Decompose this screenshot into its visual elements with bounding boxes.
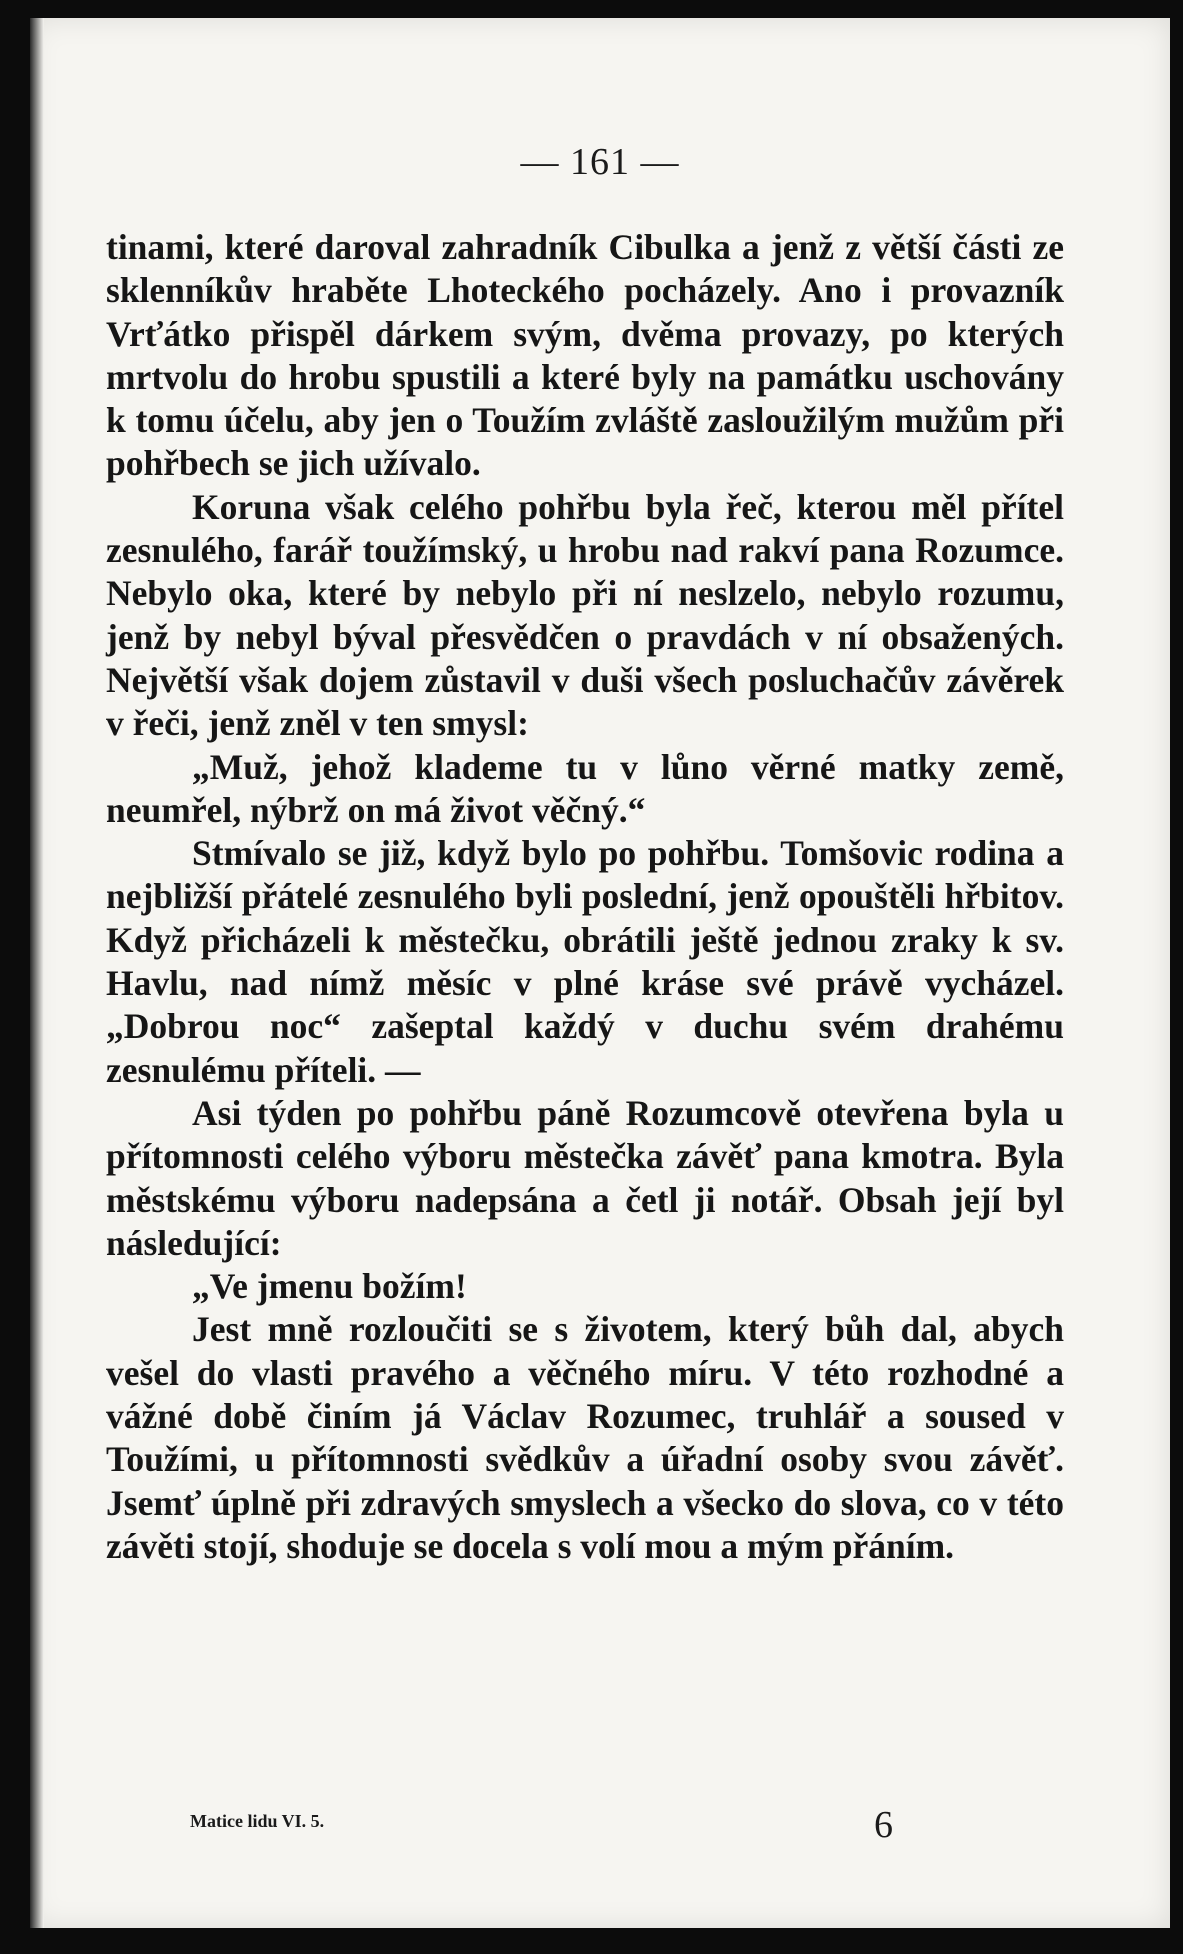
paragraph-7: Jest mně rozloučiti se s životem, který bůh dal, abych vešel do vlasti pravého a věčného míru. V této rozhodné a vážné době činím já Václav Rozumec, truhlář a soused v Toužími, u přítomnosti svědkův a úřadní osoby svou závěť. Jsemť úplně při zdravých smyslech a všecko do slova, co v této závěti stojí, shoduje se docela s volí mou a mým přáním. bbox=[106, 1309, 1064, 1566]
book-page bbox=[30, 18, 1170, 1928]
page-spine-shadow bbox=[30, 18, 44, 1928]
sheet-number: 6 bbox=[874, 1804, 893, 1846]
page-footer bbox=[106, 1803, 1064, 1863]
printer-signature: Matice lidu VI. 5. bbox=[190, 1811, 325, 1831]
paragraph-6: „Ve jmenu božím! bbox=[192, 1266, 467, 1307]
paragraph-3: „Muž, jehož klademe tu v lůno věrné matky země, neumřel, nýbrž on má život věčný.“ bbox=[106, 746, 1064, 830]
paragraph-4: Stmívalo se již, když bylo po pohřbu. Tomšovic rodina a nejbližší přátelé zesnulého byli poslední, jenž opouštěli hřbitov. Když přicházeli k městečku, obrátili ještě jednou zraky k sv. Havlu, nad nímž měsíc v plné kráse své právě vycházel. „Dobrou noc“ zašeptal každý v duchu svém drahému zesnulému příteli. — bbox=[106, 833, 1064, 1090]
paragraph-2: Koruna však celého pohřbu byla řeč, kterou měl přítel zesnulého, farář toužímský, u hrobu nad rakví pana Rozumce. Nebylo oka, které by nebylo při ní neslzelo, nebylo rozumu, jenž by nebyl býval přesvědčen o pravdách v ní obsažených. Největší však dojem zůstavil v duši všech posluchačův závěrek v řeči, jenž zněl v ten smysl: bbox=[106, 486, 1064, 744]
paragraph-5: Asi týden po pohřbu páně Rozumcově otevřena byla u přítomnosti celého výboru městečka závěť pana kmotra. Byla městskému výboru nadepsána a četl ji notář. Obsah její byl následující: bbox=[106, 1092, 1064, 1263]
paragraph-1: tinami, které daroval zahradník Cibulka a jenž z větší části ze sklenníkův hraběte Lhoteckého pocházely. Ano i provazník Vrťátko přispěl dárkem svým, dvěma provazy, po kterých mrtvolu do hrobu spustili a které byly na památku uschovány k tomu účelu, aby jen o Toužím zvláště zasloužilým mužům při pohřbech se jich užívalo. bbox=[106, 227, 1064, 484]
body-text bbox=[106, 226, 1064, 1568]
page-number: — 161 — bbox=[520, 141, 680, 183]
